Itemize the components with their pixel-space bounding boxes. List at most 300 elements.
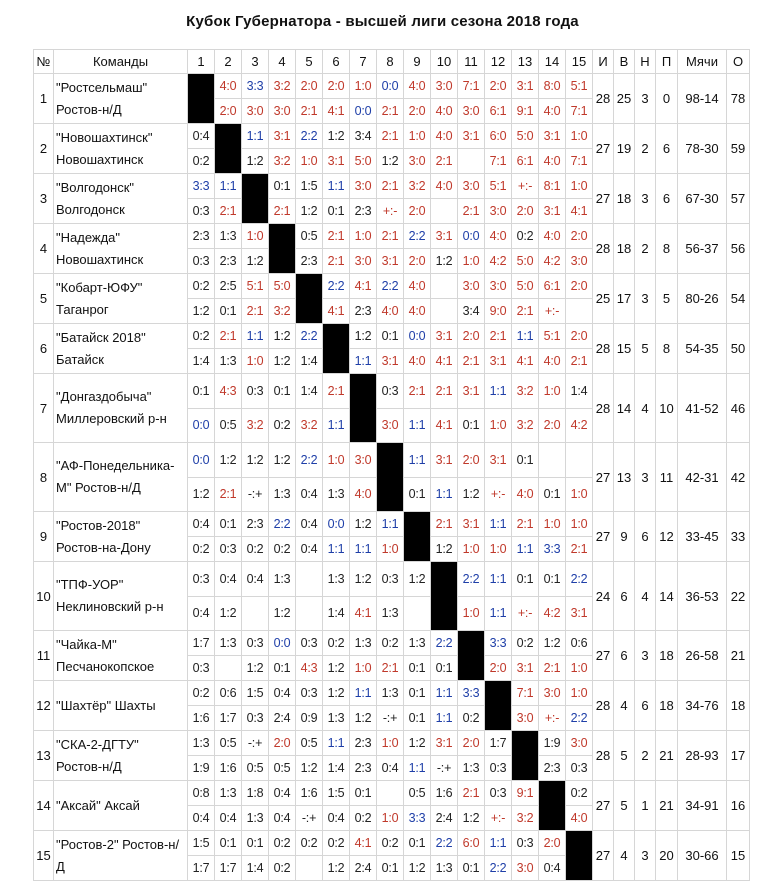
header-row	[34, 50, 750, 74]
score-cell: 1:5	[296, 174, 323, 199]
score-cell: 3:1	[377, 349, 404, 374]
score-cell: 1:3	[323, 477, 350, 512]
team-number: 8	[34, 443, 54, 512]
score-cell: 1:2	[242, 443, 269, 478]
score-cell: 9:1	[512, 781, 539, 806]
score-cell: 1:2	[188, 477, 215, 512]
score-cell: 1:1	[512, 537, 539, 562]
score-cell: 0:1	[404, 477, 431, 512]
score-cell: 1:3	[431, 856, 458, 881]
page-title: Кубок Губернатора - высшей лиги сезона 2018 года	[186, 13, 579, 30]
score-cell: 0:1	[404, 831, 431, 856]
score-cell: 1:1	[323, 537, 350, 562]
points: 57	[727, 174, 750, 224]
score-cell: 3:0	[566, 249, 593, 274]
score-cell: 0:4	[269, 781, 296, 806]
team-row	[34, 512, 750, 537]
header-num: №	[34, 50, 54, 74]
score-cell: 1:2	[458, 806, 485, 831]
goals: 56-37	[678, 224, 727, 274]
score-cell: 1:1	[242, 124, 269, 149]
score-cell	[458, 149, 485, 174]
score-cell: 0:3	[296, 631, 323, 656]
score-cell: 0:3	[377, 562, 404, 597]
score-cell: 1:2	[269, 443, 296, 478]
losses: 6	[656, 174, 678, 224]
score-cell: 0:1	[377, 324, 404, 349]
score-cell: 1:2	[350, 324, 377, 349]
score-cell: 2:3	[539, 756, 566, 781]
wins: 6	[614, 562, 635, 631]
score-cell: 1:1	[377, 512, 404, 537]
score-cell: 3:1	[458, 512, 485, 537]
score-cell: 2:1	[539, 656, 566, 681]
score-cell: 1:3	[377, 681, 404, 706]
score-cell: 0:3	[566, 756, 593, 781]
score-cell: 4:1	[350, 831, 377, 856]
wins: 18	[614, 174, 635, 224]
score-cell: 2:2	[296, 443, 323, 478]
points: 21	[727, 631, 750, 681]
goals: 41-52	[678, 374, 727, 443]
score-cell: 3:0	[512, 856, 539, 881]
wins: 15	[614, 324, 635, 374]
score-cell: 3:0	[458, 274, 485, 299]
score-cell: 4:1	[512, 349, 539, 374]
score-cell: 0:1	[215, 831, 242, 856]
team-name: "Надежда" Новошахтинск	[54, 224, 188, 274]
score-cell: 0:1	[215, 512, 242, 537]
score-cell: 1:2	[377, 149, 404, 174]
team-row	[34, 324, 750, 349]
goals: 28-93	[678, 731, 727, 781]
score-cell: 1:0	[377, 537, 404, 562]
score-cell: 1:7	[215, 856, 242, 881]
score-cell	[404, 596, 431, 631]
score-cell: 3:2	[269, 149, 296, 174]
score-cell: 4:0	[512, 477, 539, 512]
score-cell: 0:0	[188, 443, 215, 478]
points: 15	[727, 831, 750, 881]
score-cell: 0:0	[404, 324, 431, 349]
score-cell: 0:1	[458, 856, 485, 881]
header-losses: П	[656, 50, 678, 74]
score-cell: 1:2	[323, 681, 350, 706]
score-cell: 1:2	[188, 299, 215, 324]
losses: 10	[656, 374, 678, 443]
score-cell	[215, 656, 242, 681]
points: 18	[727, 681, 750, 731]
score-cell: 1:1	[404, 443, 431, 478]
score-cell: 1:1	[242, 324, 269, 349]
score-cell: 1:4	[296, 374, 323, 409]
score-cell: 3:1	[512, 656, 539, 681]
header-col-12: 12	[485, 50, 512, 74]
score-cell: 1:0	[350, 224, 377, 249]
score-cell: 1:4	[242, 856, 269, 881]
wins: 4	[614, 681, 635, 731]
score-cell: 0:3	[188, 199, 215, 224]
games-played: 28	[593, 374, 614, 443]
score-cell: 1:2	[242, 249, 269, 274]
score-cell: 2:3	[350, 731, 377, 756]
team-row	[34, 831, 750, 856]
score-cell: 1:3	[404, 631, 431, 656]
team-name: "ТПФ-УОР" Неклиновский р-н	[54, 562, 188, 631]
team-row	[34, 443, 750, 478]
draws: 3	[635, 74, 656, 124]
draws: 5	[635, 324, 656, 374]
team-number: 1	[34, 74, 54, 124]
team-row	[34, 124, 750, 149]
wins: 17	[614, 274, 635, 324]
score-cell: 5:1	[485, 174, 512, 199]
diagonal-cell	[431, 562, 458, 631]
losses: 20	[656, 831, 678, 881]
draws: 4	[635, 374, 656, 443]
points: 17	[727, 731, 750, 781]
score-cell: -:+	[296, 806, 323, 831]
score-cell: 1:2	[215, 596, 242, 631]
score-cell: 1:3	[215, 224, 242, 249]
games-played: 27	[593, 831, 614, 881]
score-cell: 4:2	[566, 408, 593, 443]
score-cell: 5:0	[512, 249, 539, 274]
score-cell: 1:2	[323, 656, 350, 681]
score-cell: 1:3	[269, 562, 296, 597]
score-cell: 0:2	[269, 831, 296, 856]
diagonal-cell	[566, 831, 593, 881]
score-cell: 3:0	[566, 731, 593, 756]
score-cell: 0:2	[188, 324, 215, 349]
score-cell: 2:1	[377, 174, 404, 199]
score-cell: 4:0	[431, 124, 458, 149]
score-cell: 3:1	[431, 731, 458, 756]
score-cell: 1:2	[458, 477, 485, 512]
score-cell: 1:7	[485, 731, 512, 756]
score-cell: 3:0	[431, 74, 458, 99]
score-cell: 0:1	[404, 706, 431, 731]
score-cell: 1:0	[377, 806, 404, 831]
score-cell: 6:1	[512, 149, 539, 174]
score-cell: -:+	[431, 756, 458, 781]
score-cell: 1:3	[242, 806, 269, 831]
score-cell: 4:1	[323, 299, 350, 324]
score-cell: 1:3	[458, 756, 485, 781]
score-cell: 3:4	[350, 124, 377, 149]
points: 16	[727, 781, 750, 831]
score-cell: 2:3	[296, 249, 323, 274]
header-col-14: 14	[539, 50, 566, 74]
header-col-1: 1	[188, 50, 215, 74]
team-name: "Аксай" Аксай	[54, 781, 188, 831]
goals: 33-45	[678, 512, 727, 562]
score-cell: -:+	[242, 477, 269, 512]
losses: 6	[656, 124, 678, 174]
score-cell	[296, 562, 323, 597]
score-cell: 0:6	[215, 681, 242, 706]
score-cell: 0:1	[323, 199, 350, 224]
header-wins: В	[614, 50, 635, 74]
score-cell: 0:2	[458, 706, 485, 731]
header-goals: Мячи	[678, 50, 727, 74]
score-cell: 0:1	[242, 831, 269, 856]
score-cell: 1:1	[431, 706, 458, 731]
score-cell: 0:1	[269, 174, 296, 199]
score-cell: 1:0	[323, 443, 350, 478]
score-cell: 3:1	[323, 149, 350, 174]
score-cell: 2:0	[566, 274, 593, 299]
score-cell: 3:0	[485, 199, 512, 224]
score-cell: 2:2	[404, 224, 431, 249]
team-number: 7	[34, 374, 54, 443]
score-cell: 0:4	[269, 806, 296, 831]
score-cell: 1:0	[566, 124, 593, 149]
score-cell: 1:2	[404, 562, 431, 597]
score-cell: 0:5	[269, 756, 296, 781]
score-cell: 0:5	[296, 731, 323, 756]
team-row	[34, 681, 750, 706]
score-cell: 3:0	[350, 174, 377, 199]
score-cell: 7:1	[512, 681, 539, 706]
score-cell: 5:0	[512, 124, 539, 149]
losses: 18	[656, 681, 678, 731]
games-played: 27	[593, 781, 614, 831]
score-cell: 1:3	[377, 596, 404, 631]
score-cell: 3:0	[485, 274, 512, 299]
score-cell: 1:4	[296, 349, 323, 374]
team-number: 12	[34, 681, 54, 731]
games-played: 24	[593, 562, 614, 631]
score-cell: 1:0	[566, 174, 593, 199]
draws: 2	[635, 224, 656, 274]
score-cell: 1:0	[404, 124, 431, 149]
draws: 1	[635, 781, 656, 831]
score-cell: 1:2	[350, 512, 377, 537]
score-cell: +:-	[539, 706, 566, 731]
score-cell: 4:2	[485, 249, 512, 274]
header-col-7: 7	[350, 50, 377, 74]
score-cell: 2:1	[296, 99, 323, 124]
score-cell: 1:7	[215, 706, 242, 731]
score-cell: 0:0	[458, 224, 485, 249]
standings-table	[33, 49, 750, 881]
score-cell: 1:2	[242, 656, 269, 681]
points: 56	[727, 224, 750, 274]
score-cell: 2:1	[458, 781, 485, 806]
team-name: "АФ-Понедельника-М" Ростов-н/Д	[54, 443, 188, 512]
score-cell: 1:0	[296, 149, 323, 174]
diagonal-cell	[215, 124, 242, 174]
score-cell: 0:5	[242, 756, 269, 781]
draws: 6	[635, 512, 656, 562]
team-row	[34, 562, 750, 597]
score-cell	[242, 596, 269, 631]
score-cell: 0:3	[377, 374, 404, 409]
score-cell: 1:0	[242, 349, 269, 374]
score-cell: 2:0	[458, 443, 485, 478]
diagonal-cell	[404, 512, 431, 562]
score-cell: 5:0	[269, 274, 296, 299]
goals: 42-31	[678, 443, 727, 512]
score-cell: 0:2	[242, 537, 269, 562]
score-cell: 1:0	[458, 596, 485, 631]
draws: 2	[635, 124, 656, 174]
team-name: "Ростов-2" Ростов-н/Д	[54, 831, 188, 881]
score-cell: 1:5	[188, 831, 215, 856]
score-cell: 0:4	[188, 806, 215, 831]
score-cell: 0:2	[269, 537, 296, 562]
header-col-6: 6	[323, 50, 350, 74]
score-cell: 3:0	[242, 99, 269, 124]
score-cell: 4:0	[539, 224, 566, 249]
score-cell: 0:2	[269, 856, 296, 881]
score-cell: 6:1	[539, 274, 566, 299]
score-cell: 0:1	[215, 299, 242, 324]
score-cell: 3:1	[458, 374, 485, 409]
score-cell: 0:3	[188, 562, 215, 597]
score-cell	[566, 299, 593, 324]
score-cell: 2:0	[539, 408, 566, 443]
score-cell: 0:1	[269, 656, 296, 681]
score-cell: 3:2	[269, 74, 296, 99]
score-cell: 3:1	[566, 596, 593, 631]
score-cell: 0:2	[188, 681, 215, 706]
score-cell: 3:0	[269, 99, 296, 124]
score-cell: 2:1	[404, 374, 431, 409]
score-cell: 4:0	[539, 99, 566, 124]
games-played: 28	[593, 681, 614, 731]
score-cell: 2:2	[566, 562, 593, 597]
score-cell: 2:3	[350, 199, 377, 224]
score-cell: 1:3	[350, 631, 377, 656]
score-cell: 4:2	[539, 249, 566, 274]
team-row	[34, 224, 750, 249]
score-cell: 0:1	[512, 443, 539, 478]
score-cell: 3:2	[242, 408, 269, 443]
score-cell: 2:1	[215, 324, 242, 349]
score-cell: 3:1	[431, 443, 458, 478]
wins: 9	[614, 512, 635, 562]
score-cell: 1:2	[215, 443, 242, 478]
score-cell: 1:0	[350, 656, 377, 681]
score-cell: 2:1	[512, 512, 539, 537]
team-row	[34, 781, 750, 806]
team-number: 2	[34, 124, 54, 174]
score-cell: 4:0	[404, 299, 431, 324]
score-cell: 3:1	[269, 124, 296, 149]
score-cell: 3:1	[485, 443, 512, 478]
score-cell: 3:0	[350, 249, 377, 274]
score-cell: 2:0	[404, 99, 431, 124]
score-cell: 2:1	[242, 299, 269, 324]
score-cell: 0:6	[566, 631, 593, 656]
goals: 98-14	[678, 74, 727, 124]
draws: 3	[635, 443, 656, 512]
diagonal-cell	[512, 731, 539, 781]
score-cell: 1:1	[485, 562, 512, 597]
score-cell: +:-	[485, 477, 512, 512]
score-cell: 1:5	[242, 681, 269, 706]
score-cell: 9:1	[512, 99, 539, 124]
score-cell: 3:3	[539, 537, 566, 562]
score-cell: 1:2	[269, 324, 296, 349]
header-col-2: 2	[215, 50, 242, 74]
score-cell: 2:0	[404, 249, 431, 274]
score-cell: 0:5	[215, 408, 242, 443]
score-cell: 1:3	[188, 731, 215, 756]
score-cell: 3:1	[431, 324, 458, 349]
score-cell: 5:0	[350, 149, 377, 174]
score-cell: 3:2	[269, 299, 296, 324]
score-cell: 3:3	[458, 681, 485, 706]
score-cell: 3:0	[350, 443, 377, 478]
points: 42	[727, 443, 750, 512]
goals: 36-53	[678, 562, 727, 631]
diagonal-cell	[485, 681, 512, 731]
diagonal-cell	[539, 781, 566, 831]
score-cell: 8:0	[539, 74, 566, 99]
score-cell: 3:3	[242, 74, 269, 99]
score-cell: 3:2	[512, 408, 539, 443]
score-cell: 0:0	[323, 512, 350, 537]
score-cell: 0:1	[188, 374, 215, 409]
score-cell: 4:1	[350, 596, 377, 631]
team-number: 9	[34, 512, 54, 562]
team-number: 5	[34, 274, 54, 324]
score-cell: 0:5	[404, 781, 431, 806]
games-played: 27	[593, 631, 614, 681]
wins: 6	[614, 631, 635, 681]
team-name: "Донгаздобыча" Миллеровский р-н	[54, 374, 188, 443]
score-cell: 2:1	[566, 349, 593, 374]
score-cell: 0:0	[377, 74, 404, 99]
score-cell: 5:1	[566, 74, 593, 99]
score-cell: 2:0	[458, 731, 485, 756]
score-cell: 3:3	[485, 631, 512, 656]
score-cell: 0:4	[269, 681, 296, 706]
header-col-3: 3	[242, 50, 269, 74]
score-cell: 2:1	[458, 199, 485, 224]
score-cell: 0:4	[377, 756, 404, 781]
draws: 3	[635, 174, 656, 224]
score-cell: 0:2	[512, 631, 539, 656]
score-cell: 0:0	[188, 408, 215, 443]
points: 78	[727, 74, 750, 124]
score-cell: 0:0	[269, 631, 296, 656]
wins: 19	[614, 124, 635, 174]
score-cell: 5:1	[242, 274, 269, 299]
score-cell: 1:2	[269, 349, 296, 374]
draws: 3	[635, 274, 656, 324]
goals: 30-66	[678, 831, 727, 881]
games-played: 28	[593, 74, 614, 124]
score-cell: 8:1	[539, 174, 566, 199]
score-cell: 3:0	[458, 99, 485, 124]
score-cell: 1:2	[242, 149, 269, 174]
score-cell: 4:1	[323, 99, 350, 124]
score-cell: 0:2	[323, 831, 350, 856]
diagonal-cell	[350, 374, 377, 443]
score-cell: 2:3	[350, 299, 377, 324]
score-cell: +:-	[377, 199, 404, 224]
score-cell: 4:1	[431, 349, 458, 374]
score-cell: 2:1	[377, 656, 404, 681]
score-cell: 2:0	[296, 74, 323, 99]
score-cell: 1:3	[323, 562, 350, 597]
team-row	[34, 274, 750, 299]
score-cell: 0:2	[296, 831, 323, 856]
